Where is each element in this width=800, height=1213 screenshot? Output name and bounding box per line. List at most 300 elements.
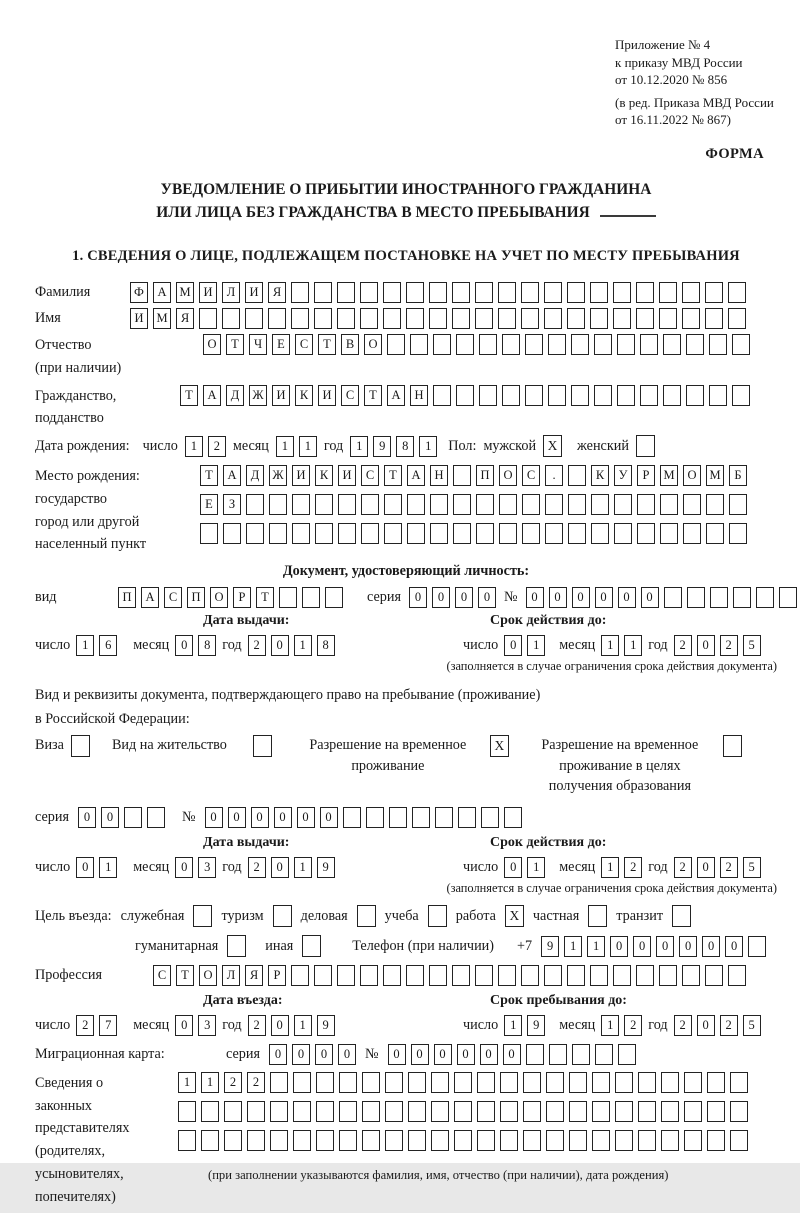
char-box[interactable] bbox=[477, 1072, 495, 1093]
char-box[interactable] bbox=[384, 523, 402, 544]
char-box[interactable] bbox=[682, 282, 700, 303]
char-box[interactable]: 9 bbox=[317, 1015, 335, 1036]
char-box[interactable] bbox=[705, 282, 723, 303]
purpose-sluzhebnaya-checkbox[interactable] bbox=[193, 905, 212, 927]
char-box[interactable] bbox=[430, 494, 448, 515]
char-box[interactable] bbox=[430, 523, 448, 544]
char-box[interactable]: Т bbox=[256, 587, 274, 608]
char-box[interactable]: 0 bbox=[656, 936, 674, 957]
char-box[interactable]: 1 bbox=[276, 436, 294, 457]
char-box[interactable]: 0 bbox=[618, 587, 636, 608]
char-box[interactable] bbox=[663, 385, 681, 406]
char-box[interactable]: 0 bbox=[455, 587, 473, 608]
char-box[interactable]: И bbox=[318, 385, 336, 406]
char-box[interactable] bbox=[618, 1044, 636, 1065]
char-box[interactable] bbox=[661, 1101, 679, 1122]
char-box[interactable] bbox=[638, 1101, 656, 1122]
char-box[interactable]: 1 bbox=[527, 635, 545, 656]
char-box[interactable] bbox=[569, 1072, 587, 1093]
char-box[interactable]: 0 bbox=[320, 807, 338, 828]
char-box[interactable]: Д bbox=[226, 385, 244, 406]
char-box[interactable] bbox=[567, 308, 585, 329]
char-box[interactable] bbox=[339, 1130, 357, 1151]
char-box[interactable] bbox=[521, 965, 539, 986]
char-box[interactable]: У bbox=[614, 465, 632, 486]
char-box[interactable]: 0 bbox=[702, 936, 720, 957]
char-box[interactable] bbox=[246, 494, 264, 515]
char-box[interactable] bbox=[683, 523, 701, 544]
char-box[interactable]: А bbox=[141, 587, 159, 608]
char-box[interactable]: 0 bbox=[205, 807, 223, 828]
char-box[interactable] bbox=[522, 494, 540, 515]
char-box[interactable]: Я bbox=[176, 308, 194, 329]
char-box[interactable] bbox=[707, 1101, 725, 1122]
char-box[interactable]: 2 bbox=[248, 857, 266, 878]
char-box[interactable]: М bbox=[153, 308, 171, 329]
char-box[interactable] bbox=[638, 1072, 656, 1093]
char-box[interactable]: 1 bbox=[294, 857, 312, 878]
char-box[interactable] bbox=[728, 965, 746, 986]
char-box[interactable]: 0 bbox=[633, 936, 651, 957]
char-box[interactable] bbox=[548, 385, 566, 406]
char-box[interactable]: 8 bbox=[396, 436, 414, 457]
char-box[interactable] bbox=[385, 1130, 403, 1151]
char-box[interactable]: 0 bbox=[78, 807, 96, 828]
char-box[interactable]: С bbox=[153, 965, 171, 986]
char-box[interactable]: 9 bbox=[373, 436, 391, 457]
char-box[interactable] bbox=[246, 523, 264, 544]
char-box[interactable] bbox=[361, 494, 379, 515]
char-box[interactable] bbox=[728, 308, 746, 329]
char-box[interactable] bbox=[498, 965, 516, 986]
char-box[interactable] bbox=[499, 523, 517, 544]
char-box[interactable] bbox=[521, 282, 539, 303]
char-box[interactable] bbox=[269, 494, 287, 515]
char-box[interactable]: 0 bbox=[409, 587, 427, 608]
char-box[interactable] bbox=[706, 523, 724, 544]
char-box[interactable]: 1 bbox=[76, 635, 94, 656]
char-box[interactable]: С bbox=[295, 334, 313, 355]
char-box[interactable] bbox=[710, 587, 728, 608]
char-box[interactable]: 1 bbox=[350, 436, 368, 457]
char-box[interactable]: 1 bbox=[299, 436, 317, 457]
char-box[interactable]: 0 bbox=[572, 587, 590, 608]
char-box[interactable] bbox=[361, 523, 379, 544]
char-box[interactable] bbox=[709, 385, 727, 406]
char-box[interactable] bbox=[571, 334, 589, 355]
char-box[interactable]: М bbox=[176, 282, 194, 303]
char-box[interactable] bbox=[594, 334, 612, 355]
residence-permit-checkbox[interactable] bbox=[253, 735, 272, 757]
char-box[interactable] bbox=[223, 523, 241, 544]
char-box[interactable] bbox=[545, 494, 563, 515]
char-box[interactable] bbox=[594, 385, 612, 406]
char-box[interactable]: 0 bbox=[76, 857, 94, 878]
char-box[interactable] bbox=[615, 1101, 633, 1122]
char-box[interactable] bbox=[293, 1072, 311, 1093]
char-box[interactable] bbox=[590, 282, 608, 303]
char-box[interactable] bbox=[709, 334, 727, 355]
char-box[interactable]: С bbox=[341, 385, 359, 406]
char-box[interactable]: В bbox=[341, 334, 359, 355]
char-box[interactable] bbox=[525, 334, 543, 355]
char-box[interactable]: О bbox=[364, 334, 382, 355]
char-box[interactable] bbox=[640, 334, 658, 355]
char-box[interactable]: К bbox=[295, 385, 313, 406]
char-box[interactable] bbox=[406, 282, 424, 303]
char-box[interactable] bbox=[362, 1072, 380, 1093]
char-box[interactable] bbox=[544, 965, 562, 986]
char-box[interactable]: 1 bbox=[185, 436, 203, 457]
temp-residence-checkbox[interactable]: X bbox=[490, 735, 509, 757]
char-box[interactable] bbox=[408, 1130, 426, 1151]
char-box[interactable] bbox=[614, 494, 632, 515]
char-box[interactable]: 0 bbox=[432, 587, 450, 608]
char-box[interactable] bbox=[548, 334, 566, 355]
char-box[interactable] bbox=[684, 1072, 702, 1093]
char-box[interactable] bbox=[500, 1130, 518, 1151]
char-box[interactable]: Ж bbox=[249, 385, 267, 406]
char-box[interactable] bbox=[590, 308, 608, 329]
char-box[interactable] bbox=[707, 1072, 725, 1093]
char-box[interactable]: 0 bbox=[503, 1044, 521, 1065]
char-box[interactable] bbox=[339, 1101, 357, 1122]
char-box[interactable]: 0 bbox=[271, 635, 289, 656]
char-box[interactable] bbox=[293, 1130, 311, 1151]
char-box[interactable]: Р bbox=[268, 965, 286, 986]
char-box[interactable] bbox=[325, 587, 343, 608]
char-box[interactable] bbox=[362, 1130, 380, 1151]
char-box[interactable]: 0 bbox=[457, 1044, 475, 1065]
char-box[interactable]: Т bbox=[384, 465, 402, 486]
purpose-turizm-checkbox[interactable] bbox=[273, 905, 292, 927]
char-box[interactable] bbox=[224, 1130, 242, 1151]
char-box[interactable] bbox=[337, 965, 355, 986]
char-box[interactable] bbox=[568, 523, 586, 544]
char-box[interactable]: 0 bbox=[595, 587, 613, 608]
char-box[interactable] bbox=[481, 807, 499, 828]
char-box[interactable] bbox=[549, 1044, 567, 1065]
char-box[interactable]: П bbox=[187, 587, 205, 608]
char-box[interactable]: 1 bbox=[624, 635, 642, 656]
char-box[interactable] bbox=[729, 494, 747, 515]
char-box[interactable] bbox=[660, 494, 678, 515]
char-box[interactable]: Н bbox=[430, 465, 448, 486]
char-box[interactable]: 1 bbox=[294, 1015, 312, 1036]
char-box[interactable] bbox=[407, 494, 425, 515]
char-box[interactable] bbox=[732, 334, 750, 355]
char-box[interactable] bbox=[293, 1101, 311, 1122]
char-box[interactable]: 0 bbox=[504, 857, 522, 878]
char-box[interactable]: 2 bbox=[208, 436, 226, 457]
char-box[interactable] bbox=[659, 308, 677, 329]
char-box[interactable]: 0 bbox=[610, 936, 628, 957]
char-box[interactable] bbox=[292, 523, 310, 544]
char-box[interactable] bbox=[686, 334, 704, 355]
char-box[interactable]: О bbox=[203, 334, 221, 355]
char-box[interactable]: 0 bbox=[297, 807, 315, 828]
char-box[interactable]: Т bbox=[226, 334, 244, 355]
char-box[interactable] bbox=[302, 587, 320, 608]
char-box[interactable] bbox=[429, 282, 447, 303]
char-box[interactable]: Л bbox=[222, 282, 240, 303]
char-box[interactable]: 1 bbox=[99, 857, 117, 878]
char-box[interactable]: 5 bbox=[743, 857, 761, 878]
char-box[interactable]: 2 bbox=[674, 857, 692, 878]
char-box[interactable]: 9 bbox=[317, 857, 335, 878]
char-box[interactable] bbox=[452, 308, 470, 329]
char-box[interactable] bbox=[124, 807, 142, 828]
char-box[interactable] bbox=[270, 1130, 288, 1151]
char-box[interactable]: Т bbox=[180, 385, 198, 406]
char-box[interactable] bbox=[638, 1130, 656, 1151]
char-box[interactable] bbox=[431, 1130, 449, 1151]
char-box[interactable] bbox=[728, 282, 746, 303]
char-box[interactable] bbox=[615, 1130, 633, 1151]
char-box[interactable]: 0 bbox=[697, 857, 715, 878]
char-box[interactable] bbox=[314, 282, 332, 303]
char-box[interactable] bbox=[147, 807, 165, 828]
char-box[interactable] bbox=[343, 807, 361, 828]
char-box[interactable] bbox=[523, 1101, 541, 1122]
char-box[interactable] bbox=[337, 308, 355, 329]
char-box[interactable] bbox=[477, 1130, 495, 1151]
char-box[interactable] bbox=[748, 936, 766, 957]
temp-residence-education-checkbox[interactable] bbox=[723, 735, 742, 757]
char-box[interactable] bbox=[591, 494, 609, 515]
char-box[interactable] bbox=[617, 334, 635, 355]
char-box[interactable]: 0 bbox=[478, 587, 496, 608]
char-box[interactable] bbox=[431, 1101, 449, 1122]
char-box[interactable] bbox=[613, 965, 631, 986]
char-box[interactable] bbox=[660, 523, 678, 544]
char-box[interactable] bbox=[339, 1072, 357, 1093]
char-box[interactable]: 0 bbox=[274, 807, 292, 828]
char-box[interactable] bbox=[199, 308, 217, 329]
char-box[interactable] bbox=[279, 587, 297, 608]
char-box[interactable]: 3 bbox=[198, 1015, 216, 1036]
char-box[interactable] bbox=[705, 965, 723, 986]
char-box[interactable]: 1 bbox=[527, 857, 545, 878]
char-box[interactable] bbox=[338, 523, 356, 544]
char-box[interactable]: Т bbox=[318, 334, 336, 355]
char-box[interactable] bbox=[640, 385, 658, 406]
char-box[interactable] bbox=[407, 523, 425, 544]
char-box[interactable]: 2 bbox=[720, 857, 738, 878]
char-box[interactable]: Н bbox=[410, 385, 428, 406]
char-box[interactable] bbox=[502, 385, 520, 406]
char-box[interactable]: О bbox=[499, 465, 517, 486]
purpose-tranzit-checkbox[interactable] bbox=[672, 905, 691, 927]
char-box[interactable] bbox=[617, 385, 635, 406]
char-box[interactable] bbox=[544, 282, 562, 303]
char-box[interactable]: 0 bbox=[228, 807, 246, 828]
char-box[interactable] bbox=[270, 1101, 288, 1122]
char-box[interactable]: С bbox=[522, 465, 540, 486]
char-box[interactable] bbox=[684, 1101, 702, 1122]
char-box[interactable] bbox=[178, 1130, 196, 1151]
char-box[interactable] bbox=[383, 308, 401, 329]
char-box[interactable]: 0 bbox=[271, 1015, 289, 1036]
char-box[interactable] bbox=[476, 523, 494, 544]
char-box[interactable]: М bbox=[706, 465, 724, 486]
purpose-inaya-checkbox[interactable] bbox=[302, 935, 321, 957]
char-box[interactable] bbox=[615, 1072, 633, 1093]
char-box[interactable] bbox=[729, 523, 747, 544]
char-box[interactable]: 0 bbox=[526, 587, 544, 608]
char-box[interactable] bbox=[568, 494, 586, 515]
char-box[interactable] bbox=[453, 494, 471, 515]
char-box[interactable]: Б bbox=[729, 465, 747, 486]
char-box[interactable]: 0 bbox=[175, 635, 193, 656]
char-box[interactable] bbox=[458, 807, 476, 828]
char-box[interactable]: 1 bbox=[294, 635, 312, 656]
char-box[interactable] bbox=[636, 308, 654, 329]
char-box[interactable] bbox=[360, 282, 378, 303]
char-box[interactable] bbox=[453, 523, 471, 544]
char-box[interactable]: А bbox=[153, 282, 171, 303]
char-box[interactable]: 9 bbox=[527, 1015, 545, 1036]
char-box[interactable]: 0 bbox=[388, 1044, 406, 1065]
char-box[interactable]: 0 bbox=[697, 635, 715, 656]
char-box[interactable] bbox=[523, 1072, 541, 1093]
char-box[interactable] bbox=[707, 1130, 725, 1151]
purpose-ucheba-checkbox[interactable] bbox=[428, 905, 447, 927]
char-box[interactable]: 2 bbox=[248, 1015, 266, 1036]
char-box[interactable] bbox=[222, 308, 240, 329]
char-box[interactable]: А bbox=[407, 465, 425, 486]
char-box[interactable]: 2 bbox=[674, 635, 692, 656]
char-box[interactable] bbox=[406, 965, 424, 986]
char-box[interactable] bbox=[613, 282, 631, 303]
char-box[interactable] bbox=[476, 494, 494, 515]
char-box[interactable]: 0 bbox=[292, 1044, 310, 1065]
char-box[interactable] bbox=[523, 1130, 541, 1151]
char-box[interactable] bbox=[500, 1072, 518, 1093]
char-box[interactable]: 1 bbox=[601, 857, 619, 878]
char-box[interactable] bbox=[664, 587, 682, 608]
char-box[interactable] bbox=[247, 1101, 265, 1122]
char-box[interactable] bbox=[383, 965, 401, 986]
char-box[interactable] bbox=[178, 1101, 196, 1122]
char-box[interactable]: И bbox=[245, 282, 263, 303]
char-box[interactable] bbox=[291, 965, 309, 986]
char-box[interactable] bbox=[502, 334, 520, 355]
char-box[interactable]: Я bbox=[245, 965, 263, 986]
char-box[interactable] bbox=[730, 1101, 748, 1122]
char-box[interactable] bbox=[224, 1101, 242, 1122]
char-box[interactable]: А bbox=[223, 465, 241, 486]
char-box[interactable] bbox=[567, 965, 585, 986]
char-box[interactable] bbox=[567, 282, 585, 303]
char-box[interactable] bbox=[684, 1130, 702, 1151]
char-box[interactable] bbox=[475, 282, 493, 303]
char-box[interactable] bbox=[592, 1101, 610, 1122]
char-box[interactable]: 2 bbox=[224, 1072, 242, 1093]
char-box[interactable]: 7 bbox=[99, 1015, 117, 1036]
char-box[interactable]: 6 bbox=[99, 635, 117, 656]
char-box[interactable] bbox=[477, 1101, 495, 1122]
char-box[interactable]: Е bbox=[200, 494, 218, 515]
char-box[interactable] bbox=[429, 965, 447, 986]
char-box[interactable] bbox=[315, 523, 333, 544]
char-box[interactable] bbox=[637, 494, 655, 515]
char-box[interactable]: 8 bbox=[317, 635, 335, 656]
char-box[interactable] bbox=[661, 1130, 679, 1151]
char-box[interactable] bbox=[614, 523, 632, 544]
char-box[interactable]: 0 bbox=[101, 807, 119, 828]
char-box[interactable] bbox=[591, 523, 609, 544]
char-box[interactable]: 0 bbox=[480, 1044, 498, 1065]
sex-male-checkbox[interactable]: X bbox=[543, 435, 562, 457]
char-box[interactable]: К bbox=[315, 465, 333, 486]
char-box[interactable]: 1 bbox=[587, 936, 605, 957]
char-box[interactable]: Т bbox=[176, 965, 194, 986]
char-box[interactable] bbox=[431, 1072, 449, 1093]
char-box[interactable] bbox=[385, 1072, 403, 1093]
char-box[interactable] bbox=[636, 965, 654, 986]
char-box[interactable] bbox=[338, 494, 356, 515]
char-box[interactable] bbox=[433, 385, 451, 406]
char-box[interactable] bbox=[659, 282, 677, 303]
char-box[interactable] bbox=[663, 334, 681, 355]
char-box[interactable]: 0 bbox=[251, 807, 269, 828]
char-box[interactable] bbox=[682, 308, 700, 329]
char-box[interactable]: 5 bbox=[743, 1015, 761, 1036]
char-box[interactable]: 0 bbox=[549, 587, 567, 608]
char-box[interactable]: С bbox=[164, 587, 182, 608]
char-box[interactable] bbox=[732, 385, 750, 406]
char-box[interactable] bbox=[546, 1130, 564, 1151]
char-box[interactable] bbox=[522, 523, 540, 544]
char-box[interactable]: 0 bbox=[641, 587, 659, 608]
char-box[interactable] bbox=[314, 308, 332, 329]
char-box[interactable] bbox=[779, 587, 797, 608]
char-box[interactable]: 5 bbox=[743, 635, 761, 656]
char-box[interactable] bbox=[637, 523, 655, 544]
char-box[interactable] bbox=[525, 385, 543, 406]
char-box[interactable] bbox=[389, 807, 407, 828]
char-box[interactable] bbox=[706, 494, 724, 515]
char-box[interactable] bbox=[366, 807, 384, 828]
char-box[interactable]: 1 bbox=[601, 635, 619, 656]
char-box[interactable] bbox=[730, 1072, 748, 1093]
char-box[interactable] bbox=[498, 282, 516, 303]
char-box[interactable] bbox=[546, 1101, 564, 1122]
char-box[interactable] bbox=[569, 1101, 587, 1122]
char-box[interactable] bbox=[568, 465, 586, 486]
char-box[interactable]: Е bbox=[272, 334, 290, 355]
char-box[interactable] bbox=[337, 282, 355, 303]
char-box[interactable] bbox=[410, 334, 428, 355]
char-box[interactable]: И bbox=[272, 385, 290, 406]
char-box[interactable] bbox=[412, 807, 430, 828]
char-box[interactable] bbox=[408, 1101, 426, 1122]
char-box[interactable]: 0 bbox=[175, 1015, 193, 1036]
char-box[interactable] bbox=[385, 1101, 403, 1122]
char-box[interactable] bbox=[733, 587, 751, 608]
char-box[interactable] bbox=[498, 308, 516, 329]
char-box[interactable]: Т bbox=[364, 385, 382, 406]
char-box[interactable]: 2 bbox=[248, 635, 266, 656]
char-box[interactable]: 0 bbox=[697, 1015, 715, 1036]
char-box[interactable] bbox=[362, 1101, 380, 1122]
visa-checkbox[interactable] bbox=[71, 735, 90, 757]
char-box[interactable] bbox=[316, 1130, 334, 1151]
char-box[interactable] bbox=[245, 308, 263, 329]
char-box[interactable]: 1 bbox=[419, 436, 437, 457]
char-box[interactable] bbox=[475, 965, 493, 986]
